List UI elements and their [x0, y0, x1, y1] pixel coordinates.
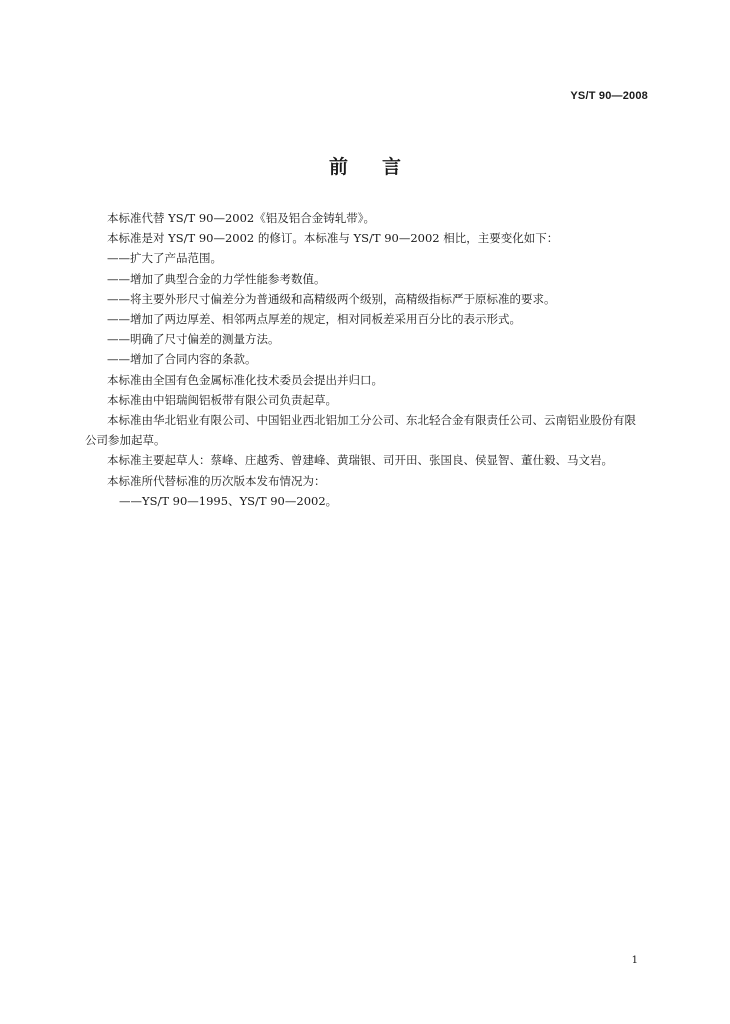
page-title: 前言 [328, 156, 435, 178]
change-item-contract-terms: ——增加了合同内容的条款。 [107, 352, 257, 367]
paragraph-main-drafters: 本标准主要起草人：蔡峰、庄越秀、曾建峰、黄瑞银、司开田、张国良、侯显智、董仕毅、马文岩。 [107, 453, 613, 468]
paragraph-drafted-by: 本标准由中铝瑞闽铝板带有限公司负责起草。 [107, 392, 337, 407]
change-item-product-scope: ——扩大了产品范围。 [107, 251, 222, 266]
change-item-measurement-method: ——明确了尺寸偏差的测量方法。 [107, 332, 280, 347]
history-list-item: ——YS/T 90—1995、YS/T 90—2002。 [119, 493, 338, 508]
paragraph-participants: 本标准由华北铝业有限公司、中国铝业西北铝加工分公司、东北轻合金有限责任公司、云南铝业股份有限公司参加起草。 [85, 413, 636, 448]
paragraph-replaces: 本标准代替 YS/T 90—2002《铝及铝合金铸轧带》。 [107, 211, 375, 225]
paragraph-history-intro: 本标准所代替标准的历次版本发布情况为： [107, 473, 326, 488]
paragraph-proposed-by: 本标准由全国有色金属标准化技术委员会提出并归口。 [107, 372, 383, 387]
paragraph-revision: 本标准是对 YS/T 90—2002 的修订。本标准与 YS/T 90—2002 相比，主要变化如下： [107, 231, 559, 246]
change-item-dimension-grades: ——将主要外形尺寸偏差分为普通级和高精级两个级别，高精级指标严于原标准的要求。 [107, 291, 556, 306]
standard-code-header: YS/T 90—2008 [570, 90, 648, 102]
page-number: 1 [631, 955, 638, 966]
change-item-thickness-difference: ——增加了两边厚差、相邻两点厚差的规定，相对同板差采用百分比的表示形式。 [107, 312, 521, 327]
foreword-body [85, 208, 645, 511]
change-item-mechanical-properties: ——增加了典型合金的力学性能参考数值。 [107, 271, 326, 286]
